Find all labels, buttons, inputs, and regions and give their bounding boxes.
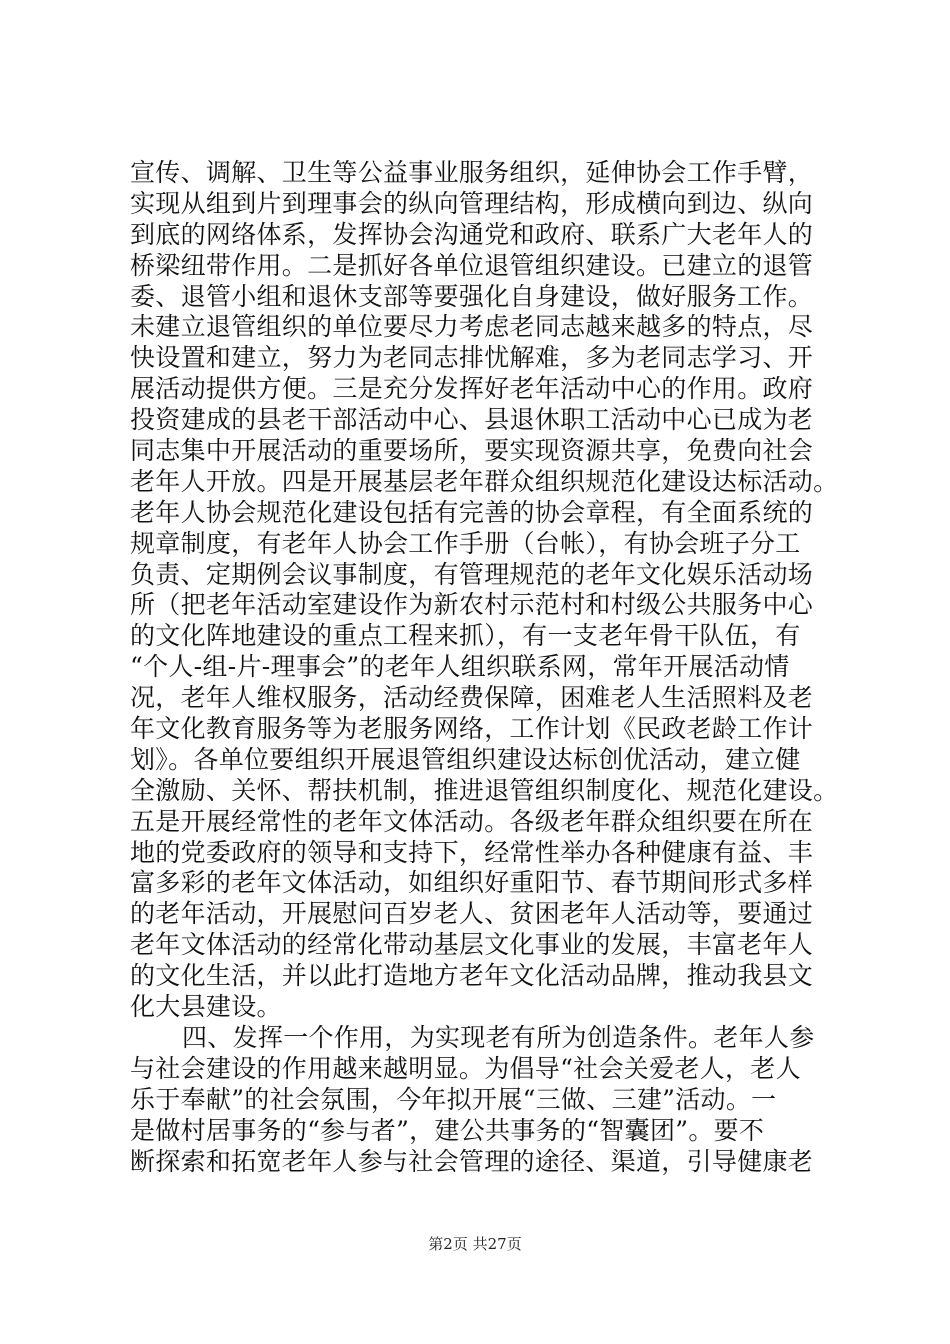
text-line: 实现从组到片到理事会的纵向管理结构，形成横向到边、纵向 [130,188,814,218]
text-line: 投资建成的县老干部活动中心、县退休职工活动中心已成为老 [130,405,814,435]
text-line: 乐于奉献”的社会氛围，今年拟开展“三做、三建”活动。一 [130,1084,777,1114]
text-line: 地的党委政府的领导和支持下，经常性举办各种健康有益、丰 [130,837,814,867]
text-line: 全激励、关怀、帮扶机制，推进退管组织制度化、规范化建设。 [130,775,839,805]
text-line: 况，老年人维权服务，活动经费保障，困难老人生活照料及老 [130,683,814,713]
text-line: 委、退管小组和退休支部等要强化自身建设，做好服务工作。 [130,281,814,311]
text-line: 的老年活动，开展慰问百岁老人、贫困老年人活动等，要通过 [130,899,814,929]
text-line: “个人-组-片-理事会”的老年人组织联系网，常年开展活动情 [130,652,790,682]
text-line: 年文化教育服务等为老服务网络，工作计划《民政老龄工作计 [130,714,814,744]
text-line: 老年文体活动的经常化带动基层文化事业的发展，丰富老年人 [130,930,814,960]
text-line: 化大县建设。 [130,992,282,1022]
text-line: 所（把老年活动室建设作为新农村示范村和村级公共服务中心 [130,590,814,620]
text-line: 负责、定期例会议事制度，有管理规范的老年文化娱乐活动场 [130,559,814,589]
text-line: 的文化生活，并以此打造地方老年文化活动品牌，推动我县文 [130,961,814,991]
paragraph-start-line: 四、发挥一个作用，为实现老有所为创造条件。老年人参 [182,1022,815,1052]
text-line: 未建立退管组织的单位要尽力考虑老同志越来越多的特点，尽 [130,312,814,342]
body-text [130,158,850,1177]
text-line: 同志集中开展活动的重要场所，要实现资源共享，免费向社会 [130,436,814,466]
text-line: 五是开展经常性的老年文体活动。各级老年群众组织要在所在 [130,806,814,836]
text-line: 是做村居事务的“参与者”，建公共事务的“智囊团”。要不 [130,1115,765,1145]
text-line: 富多彩的老年文体活动，如组织好重阳节、春节期间形式多样 [130,868,814,898]
text-line: 老年人协会规范化建设包括有完善的协会章程，有全面系统的 [130,497,814,527]
text-line: 老年人开放。四是开展基层老年群众组织规范化建设达标活动。 [130,466,839,496]
text-line: 桥梁纽带作用。二是抓好各单位退管组织建设。已建立的退管 [130,250,814,280]
text-line: 到底的网络体系，发挥协会沟通党和政府、联系广大老年人的 [130,219,814,249]
text-line: 与社会建设的作用越来越明显。为倡导“社会关爱老人，老人 [130,1053,801,1083]
text-line: 规章制度，有老年人协会工作手册（台帐），有协会班子分工 [130,528,801,558]
text-line: 断探索和拓宽老年人参与社会管理的途径、渠道，引导健康老 [130,1146,814,1176]
text-line: 快设置和建立，努力为老同志排忧解难，多为老同志学习、开 [130,343,814,373]
text-line: 划》。各单位要组织开展退管组织建设达标创优活动，建立健 [130,744,801,774]
text-line: 宣传、调解、卫生等公益事业服务组织，延伸协会工作手臂， [130,158,814,187]
text-line: 展活动提供方便。三是充分发挥好老年活动中心的作用。政府 [130,374,814,404]
text-line: 的文化阵地建设的重点工程来抓），有一支老年骨干队伍，有 [130,621,801,651]
page-number: 第2页 共27页 [428,1235,522,1253]
